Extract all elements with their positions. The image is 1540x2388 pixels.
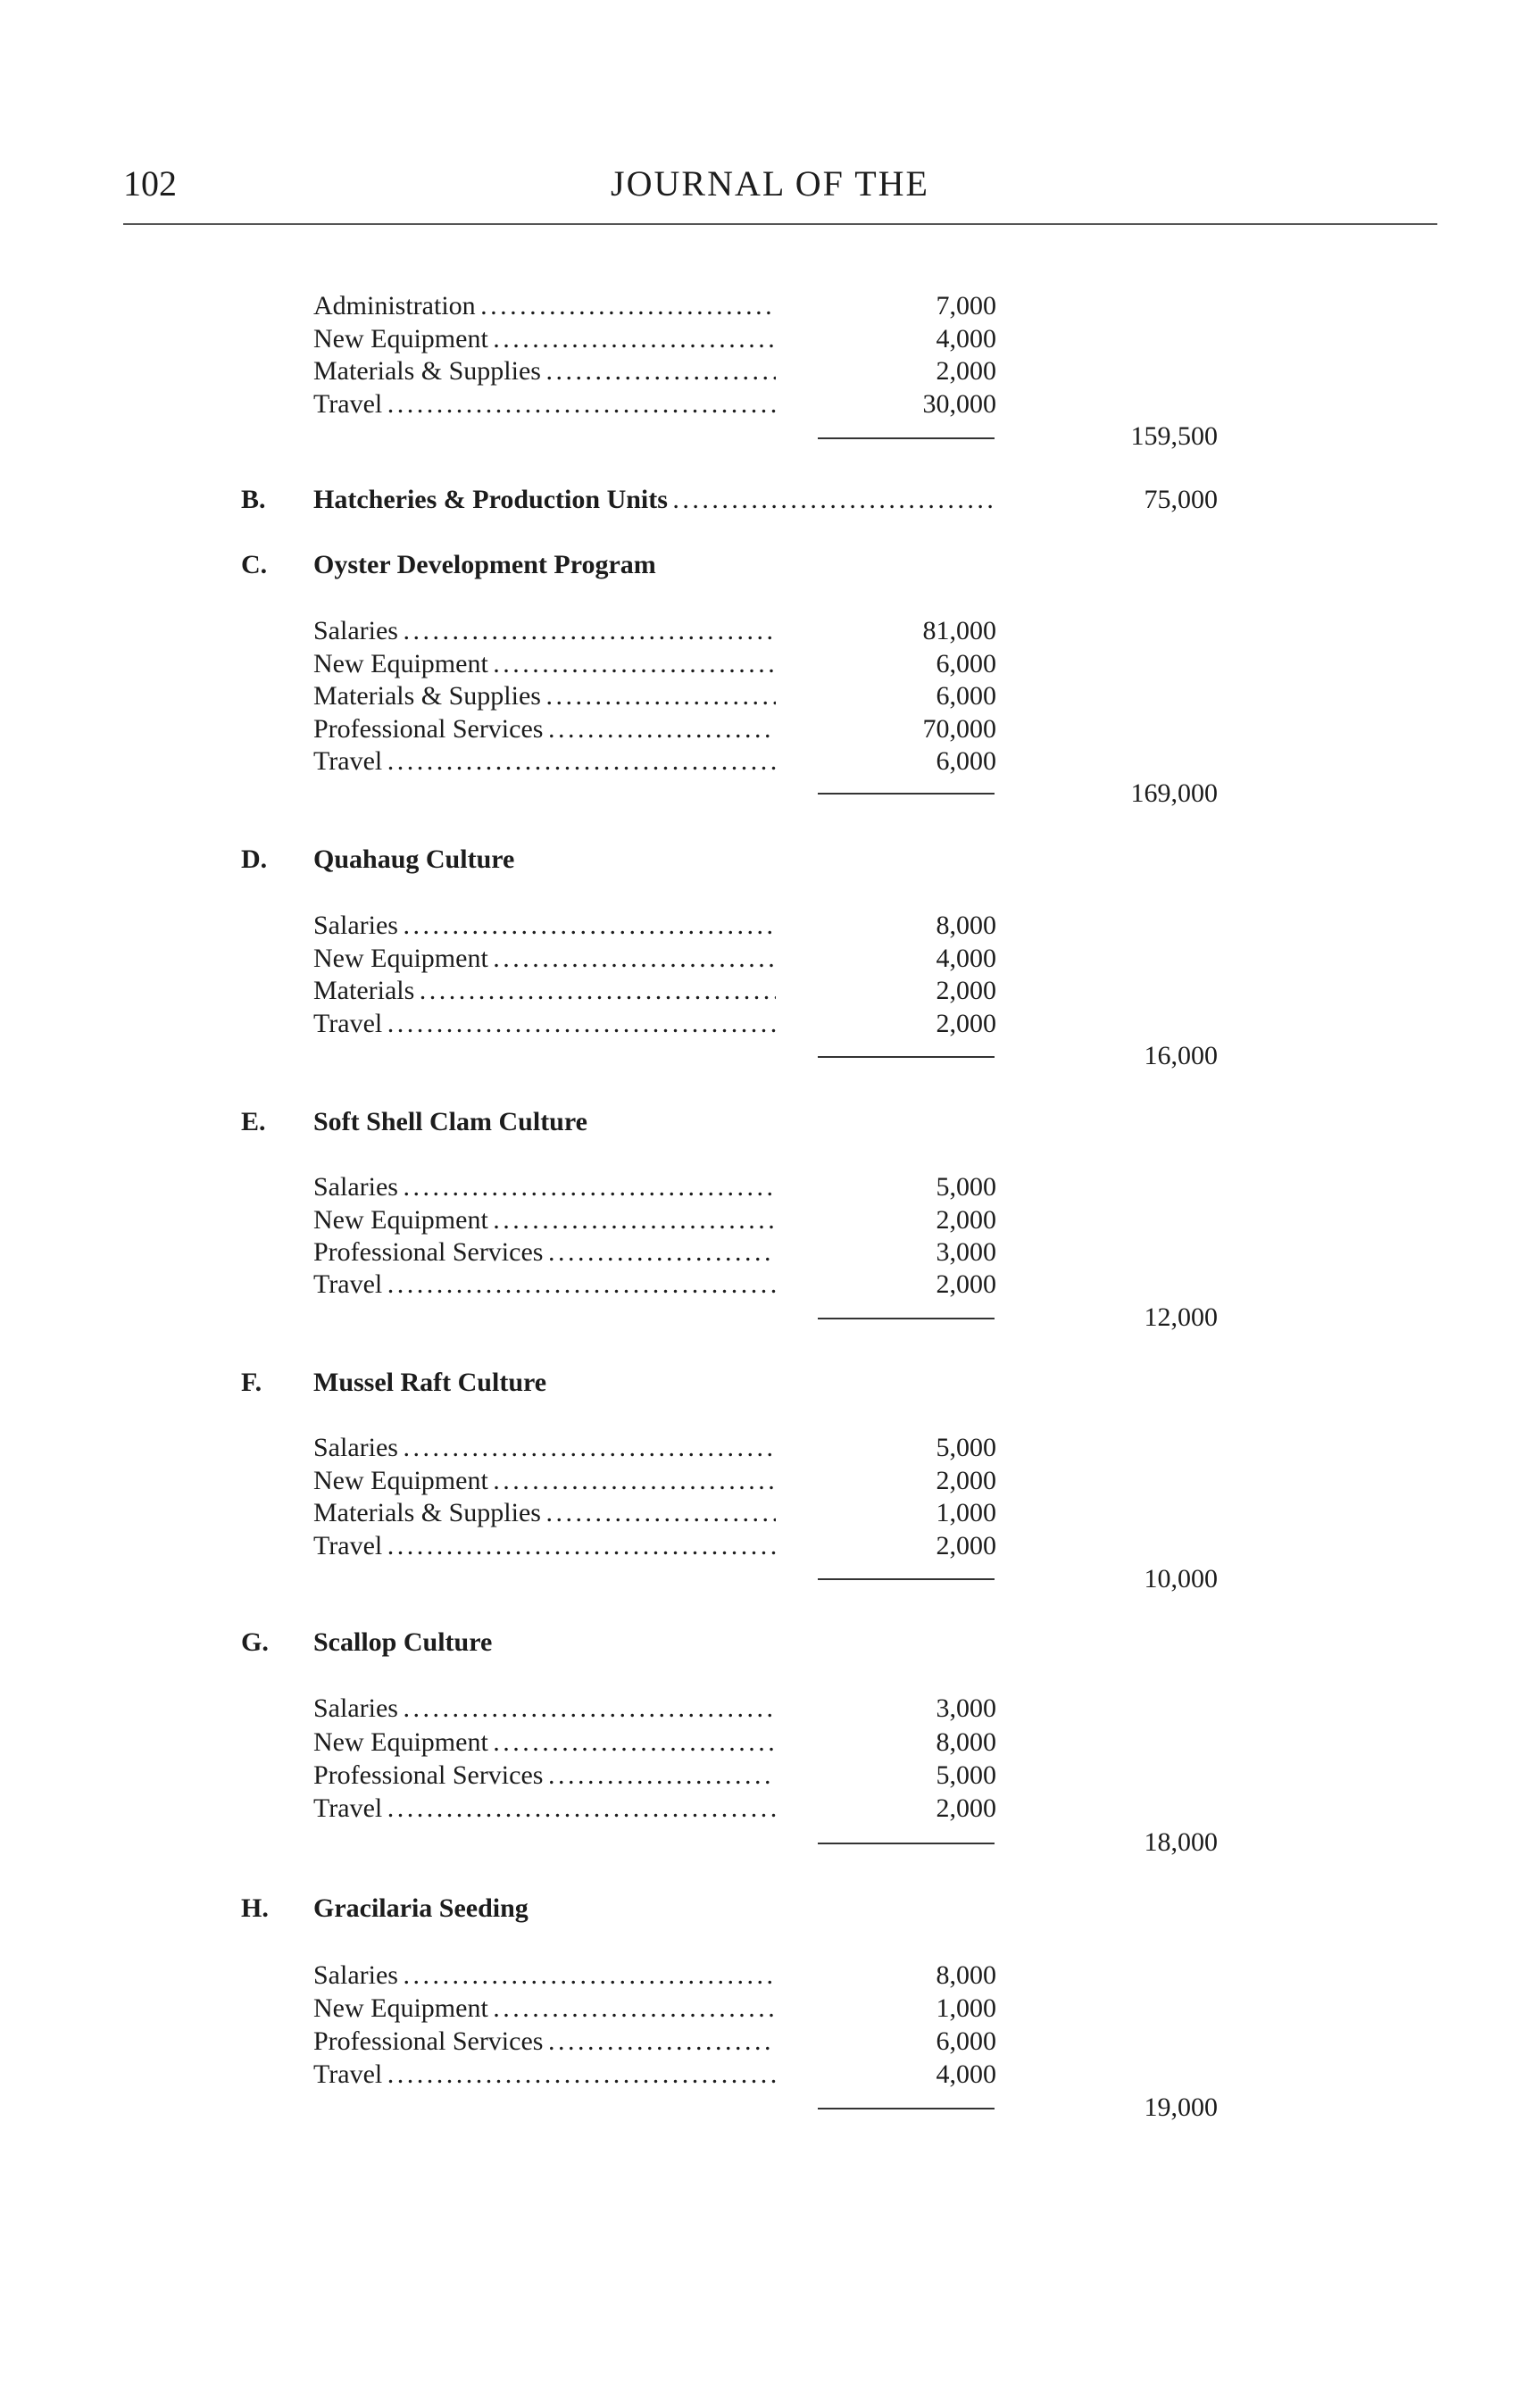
section-letter: C. [241,550,268,579]
item-label: Travel . . . [313,1007,776,1041]
section-title: Scallop Culture [313,1627,493,1657]
budget-line-item [0,745,1540,778]
budget-line-item [0,2058,1540,2092]
item-amount: 30,000 [922,389,996,419]
subtotal-rule [818,437,995,439]
budget-line-item [0,712,1540,746]
budget-line-item [0,1992,1540,2026]
section-heading [0,1892,1540,1926]
item-label: Travel . . . [313,1792,776,1826]
item-amount: 8,000 [936,911,996,940]
section-total: 12,000 [1144,1302,1218,1332]
item-amount: 4,000 [936,324,996,354]
item-label: Travel . . . [313,1268,776,1302]
budget-line-item [0,289,1540,323]
section-heading [0,483,1540,517]
budget-line-item [0,354,1540,388]
item-label: New Equipment . . . [313,1726,776,1760]
section-letter: F. [241,1368,262,1397]
item-label: Materials & Supplies . . . [313,354,776,388]
item-amount: 1,000 [936,1498,996,1527]
running-head: JOURNAL OF THE [611,163,929,204]
item-label: Professional Services . . . [313,712,776,746]
budget-line-item [0,647,1540,681]
item-label: New Equipment . . . [313,322,776,356]
item-label: Salaries . . . [313,909,776,943]
budget-line-item [0,1529,1540,1563]
item-amount: 8,000 [936,1960,996,1990]
item-amount: 8,000 [936,1727,996,1757]
section-heading [0,548,1540,582]
item-amount: 81,000 [922,616,996,645]
section-total: 16,000 [1144,1041,1218,1070]
item-label: Materials & Supplies . . . [313,1496,776,1530]
section-total: 10,000 [1144,1564,1218,1593]
subtotal-rule [818,1578,995,1580]
section-heading [0,1105,1540,1139]
budget-line-item [0,1007,1540,1041]
section-total: 18,000 [1144,1827,1218,1857]
item-label: Professional Services . . . [313,1759,776,1793]
item-label: Salaries . . . [313,614,776,648]
item-label: Travel . . . [313,1529,776,1563]
item-label: New Equipment . . . [313,942,776,976]
budget-line-item [0,322,1540,356]
item-amount: 2,000 [936,1009,996,1038]
item-amount: 4,000 [936,2059,996,2089]
budget-line-item [0,1236,1540,1269]
budget-line-item [0,1268,1540,1302]
item-amount: 2,000 [936,1466,996,1495]
budget-line-item [0,1792,1540,1826]
subtotal-rule [818,1056,995,1058]
budget-line-item [0,909,1540,943]
item-amount: 6,000 [936,2026,996,2056]
item-amount: 2,000 [936,1793,996,1823]
item-label: Professional Services . . . [313,2025,776,2059]
section-heading [0,843,1540,877]
item-amount: 2,000 [936,1205,996,1235]
subtotal-rule [818,1843,995,1844]
budget-line-item [0,614,1540,648]
item-amount: 5,000 [936,1433,996,1462]
item-label: Materials & Supplies . . . [313,679,776,713]
budget-line-item [0,1203,1540,1237]
item-amount: 2,000 [936,356,996,386]
item-amount: 6,000 [936,746,996,776]
item-amount: 1,000 [936,1993,996,2023]
item-label: New Equipment . . . [313,1203,776,1237]
section-letter: G. [241,1627,269,1657]
section-heading [0,1626,1540,1660]
item-amount: 70,000 [922,714,996,744]
section-total: 75,000 [1144,485,1218,514]
item-label: Salaries . . . [313,1692,776,1726]
item-amount: 2,000 [936,1269,996,1299]
item-label: Professional Services . . . [313,1236,776,1269]
budget-line-item [0,679,1540,713]
section-total: 19,000 [1144,2093,1218,2122]
section-letter: E. [241,1107,266,1136]
item-label: Materials . . . [313,974,776,1008]
budget-line-item [0,1726,1540,1760]
budget-line-item [0,1464,1540,1498]
section-title: Mussel Raft Culture [313,1368,547,1397]
budget-line-item [0,942,1540,976]
budget-line-item [0,1959,1540,1993]
section-title: Oyster Development Program [313,550,656,579]
section-heading [0,1366,1540,1400]
section-letter: D. [241,845,268,874]
budget-line-item [0,387,1540,421]
section-title: Soft Shell Clam Culture [313,1107,587,1136]
section-letter: B. [241,485,266,514]
item-label: Administration . . . [313,289,776,323]
budget-line-item [0,1692,1540,1726]
budget-line-item [0,1170,1540,1204]
header-rule [123,223,1437,225]
section-title: Quahaug Culture [313,845,515,874]
item-label: Salaries . . . [313,1959,776,1993]
item-label: New Equipment . . . [313,1992,776,2026]
section-total: 169,000 [1130,778,1218,808]
subtotal-rule [818,793,995,795]
item-label: New Equipment . . . [313,1464,776,1498]
item-label: Salaries . . . [313,1170,776,1204]
budget-line-item [0,1496,1540,1530]
page-header [0,162,1540,216]
budget-line-item [0,1431,1540,1465]
item-amount: 3,000 [936,1693,996,1723]
item-amount: 5,000 [936,1760,996,1790]
item-label: Travel . . . [313,745,776,778]
item-label: Salaries . . . [313,1431,776,1465]
item-amount: 4,000 [936,944,996,973]
item-label: New Equipment . . . [313,647,776,681]
item-amount: 6,000 [936,681,996,711]
subtotal-rule [818,1318,995,1319]
item-label: Travel . . . [313,387,776,421]
section-total: 159,500 [1130,421,1218,451]
section-title: Gracilaria Seeding [313,1893,529,1923]
item-amount: 7,000 [936,291,996,320]
item-amount: 2,000 [936,976,996,1005]
item-amount: 6,000 [936,649,996,678]
item-amount: 5,000 [936,1172,996,1202]
section-letter: H. [241,1893,269,1923]
budget-line-item [0,2025,1540,2059]
budget-line-item [0,974,1540,1008]
budget-line-item [0,1759,1540,1793]
subtotal-rule [818,2108,995,2109]
item-label: Travel . . . [313,2058,776,2092]
page-number: 102 [123,163,177,204]
section-title: Hatcheries & Production Units . . . [313,483,996,517]
item-amount: 2,000 [936,1531,996,1560]
item-amount: 3,000 [936,1237,996,1267]
